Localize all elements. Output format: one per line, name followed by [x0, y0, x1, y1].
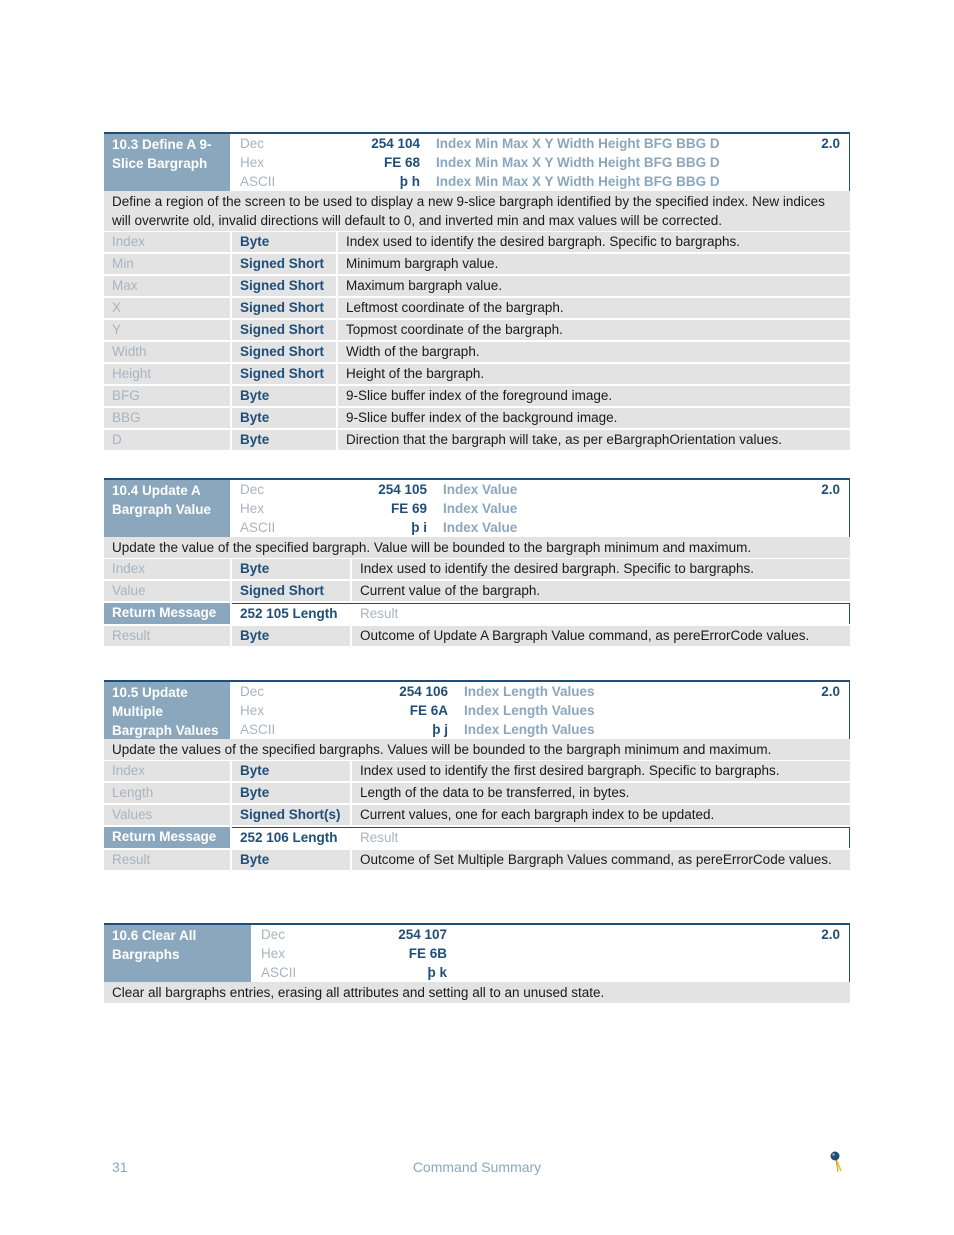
ascii-label: ASCII: [240, 174, 276, 189]
param-name: Result: [104, 626, 232, 646]
command-description: Clear all bargraphs entries, erasing all attributes and setting all to an unused state.: [104, 982, 850, 1004]
dec-value: 254 105: [378, 482, 427, 497]
param-description: Leftmost coordinate of the bargraph.: [346, 300, 564, 315]
hex-label: Hex: [261, 946, 286, 961]
version: 2.0: [821, 482, 840, 497]
command-title: [104, 925, 251, 982]
parameter-row: [104, 364, 850, 386]
dec-label: Dec: [240, 684, 265, 699]
parameter-row: [104, 320, 850, 342]
hex-params: Index Min Max X Y Width Height BFG BBG D: [436, 155, 720, 170]
parameter-row: [104, 386, 850, 408]
param-description: Topmost coordinate of the bargraph.: [346, 322, 563, 337]
param-name: Width: [104, 342, 232, 362]
ascii-label: ASCII: [261, 965, 297, 980]
dec-label: Dec: [240, 136, 265, 151]
param-description: Minimum bargraph value.: [346, 256, 499, 271]
parameter-row: [104, 232, 850, 254]
command-description: Update the value of the specified bargraph. Value will be bounded to the bargraph minimum and maximum.: [104, 537, 850, 559]
param-description: Index used to identify the desired bargraph. Specific to bargraphs.: [360, 561, 754, 576]
version: 2.0: [821, 136, 840, 151]
return-message-label: Return Message: [104, 827, 232, 848]
command-title-line: Multiple: [112, 704, 163, 719]
param-name: D: [104, 430, 232, 450]
return-parameter-row: [104, 626, 850, 648]
command-description: Define a region of the screen to be used to display a new 9-slice bargraph identified by the specified index. New indices will overwrite old, invalid directions will default to 0, and inverted min and max values will be corrected.: [104, 191, 850, 232]
parameter-row: [104, 761, 850, 783]
parameter-row: [104, 559, 850, 581]
parameter-row: [104, 783, 850, 805]
dec-value: 254 107: [398, 927, 447, 942]
version: 2.0: [821, 927, 840, 942]
hex-params: Index Value: [443, 501, 518, 516]
dec-params: Index Min Max X Y Width Height BFG BBG D: [436, 136, 720, 151]
dec-label: Dec: [240, 482, 265, 497]
hex-label: Hex: [240, 501, 265, 516]
param-type: Signed Short: [232, 364, 338, 384]
param-description: Height of the bargraph.: [346, 366, 485, 381]
version: 2.0: [821, 684, 840, 699]
param-description: Index used to identify the first desired bargraph. Specific to bargraphs.: [360, 763, 780, 778]
return-message-row: [104, 603, 850, 626]
ascii-value: þ i: [411, 520, 427, 535]
ascii-value: þ k: [427, 965, 447, 980]
param-description: 9-Slice buffer index of the background image.: [346, 410, 618, 425]
param-description: Outcome of Set Multiple Bargraph Values command, as pereErrorCode values.: [360, 852, 832, 867]
param-type: Signed Short: [232, 581, 352, 601]
param-name: Index: [104, 761, 232, 781]
command-header: [104, 132, 850, 191]
ascii-value: þ j: [432, 722, 448, 737]
param-type: Signed Short: [232, 342, 338, 362]
parameter-row: [104, 254, 850, 276]
return-message-row: [104, 827, 850, 850]
param-type: Byte: [232, 626, 352, 646]
command-title: [104, 480, 230, 537]
param-name: Min: [104, 254, 232, 274]
command-title-line: 10.3 Define A 9-: [112, 137, 212, 152]
command-title-line: Bargraph Values: [112, 723, 219, 738]
param-type: Byte: [232, 850, 352, 870]
param-description: Length of the data to be transferred, in bytes.: [360, 785, 630, 800]
command-title-line: 10.6 Clear All: [112, 928, 197, 943]
command-title: [104, 682, 230, 739]
parameter-row: [104, 408, 850, 430]
dec-params: Index Value: [443, 482, 518, 497]
param-name: Max: [104, 276, 232, 296]
ascii-value: þ h: [399, 174, 420, 189]
param-type: Byte: [232, 430, 338, 450]
param-name: Result: [104, 850, 232, 870]
param-type: Signed Short: [232, 320, 338, 340]
hex-value: FE 6B: [408, 946, 447, 961]
command-title-line: Slice Bargraph: [112, 156, 208, 171]
param-description: Maximum bargraph value.: [346, 278, 503, 293]
command-title-line: 10.4 Update A: [112, 483, 201, 498]
param-type: Byte: [232, 559, 352, 579]
param-description: Index used to identify the desired bargraph. Specific to bargraphs.: [346, 234, 740, 249]
hex-label: Hex: [240, 155, 265, 170]
ascii-params: Index Value: [443, 520, 518, 535]
param-type: Byte: [232, 761, 352, 781]
param-description: Direction that the bargraph will take, as per eBargraphOrientation values.: [346, 432, 782, 447]
return-message-label: Return Message: [104, 603, 232, 624]
parameter-row: [104, 342, 850, 364]
param-name: BBG: [104, 408, 232, 428]
param-description: Width of the bargraph.: [346, 344, 480, 359]
param-name: Length: [104, 783, 232, 803]
command-description: Update the values of the specified bargraphs. Values will be bounded to the bargraph minimum and maximum.: [104, 739, 850, 761]
return-parameter-row: [104, 850, 850, 872]
pin-logo-icon: [828, 1150, 844, 1177]
parameter-row: [104, 276, 850, 298]
param-type: Byte: [232, 783, 352, 803]
dec-value: 254 104: [371, 136, 420, 151]
param-type: Signed Short: [232, 298, 338, 318]
return-params: Result: [352, 827, 850, 848]
ascii-label: ASCII: [240, 520, 276, 535]
hex-value: FE 6A: [409, 703, 448, 718]
command-block-10-4: [104, 478, 850, 648]
parameter-row: [104, 298, 850, 320]
hex-value: FE 68: [383, 155, 420, 170]
param-description: 9-Slice buffer index of the foreground image.: [346, 388, 613, 403]
page-number: 31: [112, 1159, 128, 1175]
hex-value: FE 69: [390, 501, 427, 516]
param-name: Index: [104, 232, 232, 252]
ascii-label: ASCII: [240, 722, 276, 737]
param-name: Value: [104, 581, 232, 601]
param-type: Signed Short(s): [232, 805, 352, 825]
command-title-line: Bargraphs: [112, 947, 180, 962]
param-name: Y: [104, 320, 232, 340]
param-type: Byte: [232, 232, 338, 252]
param-type: Byte: [232, 408, 338, 428]
param-name: Height: [104, 364, 232, 384]
parameter-row: [104, 430, 850, 452]
ascii-params: Index Min Max X Y Width Height BFG BBG D: [436, 174, 720, 189]
command-header: [104, 923, 850, 982]
command-block-10-6: [104, 923, 850, 1004]
command-header: [104, 680, 850, 739]
command-title: [104, 134, 230, 191]
param-name: Values: [104, 805, 232, 825]
return-code: 252 106 Length: [232, 827, 352, 848]
param-type: Byte: [232, 386, 338, 406]
command-title-line: 10.5 Update: [112, 685, 188, 700]
hex-label: Hex: [240, 703, 265, 718]
param-name: Index: [104, 559, 232, 579]
command-block-10-3: [104, 132, 850, 452]
param-type: Signed Short: [232, 276, 338, 296]
dec-label: Dec: [261, 927, 286, 942]
param-description: Outcome of Update A Bargraph Value command, as pereErrorCode values.: [360, 628, 810, 643]
footer-section-title: Command Summary: [412, 1159, 542, 1175]
param-type: Signed Short: [232, 254, 338, 274]
parameter-row: [104, 581, 850, 603]
param-name: X: [104, 298, 232, 318]
return-code: 252 105 Length: [232, 603, 352, 624]
command-title-line: Bargraph Value: [112, 502, 212, 517]
return-params: Result: [352, 603, 850, 624]
parameter-row: [104, 805, 850, 827]
command-block-10-5: [104, 680, 850, 872]
hex-params: Index Length Values: [464, 703, 595, 718]
ascii-params: Index Length Values: [464, 722, 595, 737]
command-header: [104, 478, 850, 537]
param-name: BFG: [104, 386, 232, 406]
dec-params: Index Length Values: [464, 684, 595, 699]
param-description: Current value of the bargraph.: [360, 583, 541, 598]
param-description: Current values, one for each bargraph index to be updated.: [360, 807, 715, 822]
dec-value: 254 106: [399, 684, 448, 699]
